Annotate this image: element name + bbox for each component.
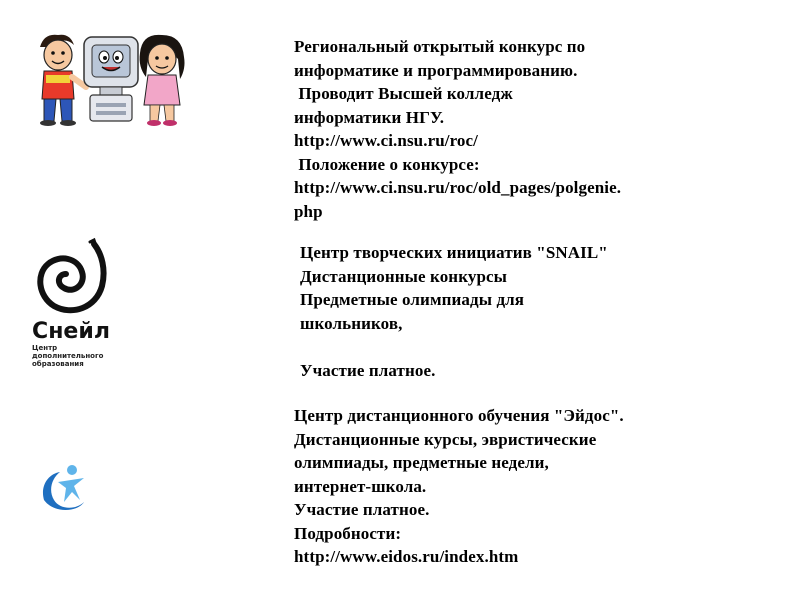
eidos-url: http://www.eidos.ru/index.htm xyxy=(294,547,519,566)
snail-blank-line xyxy=(300,335,608,359)
snail-paid-note: Участие платное. xyxy=(300,360,436,380)
roc-line: Проводит Высшей колледж xyxy=(294,84,513,103)
snail-logo-subtitle: Центр дополнительного образования xyxy=(32,344,104,368)
roc-regulations-url-end: php xyxy=(294,201,323,221)
computer-character-icon xyxy=(84,37,138,121)
roc-line: информатике и программированию. xyxy=(294,60,578,80)
roc-line: Положение о конкурсе: xyxy=(294,154,480,174)
snail-line: Предметные олимпиады для xyxy=(300,290,525,309)
snail-line: Дистанционные конкурсы xyxy=(300,266,508,286)
snail-line: Центр творческих инициатив "SNAIL" xyxy=(300,243,608,262)
eidos-logo xyxy=(38,460,94,516)
snail-spiral-icon xyxy=(40,240,103,310)
roc-url: http://www.ci.nsu.ru/roc/ xyxy=(294,131,479,150)
snail-center-description xyxy=(300,241,608,382)
roc-line: информатики НГУ. xyxy=(294,107,445,127)
snail-logo-wordmark: Снейл xyxy=(32,319,110,344)
eidos-paid-note: Участие платное. xyxy=(294,500,430,519)
eidos-figure-icon xyxy=(43,465,84,510)
roc-regulations-url: http://www.ci.nsu.ru/roc/old_pages/polgenie. xyxy=(294,178,622,197)
kids-computer-logo xyxy=(34,29,190,127)
roc-line: Региональный открытый конкурс по xyxy=(294,37,586,56)
eidos-line: интернет-школа. xyxy=(294,476,427,496)
eidos-details-label: Подробности: xyxy=(294,523,402,543)
eidos-line: Центр дистанционного обучения "Эйдос". xyxy=(294,406,624,425)
eidos-center-description xyxy=(294,404,624,569)
snail-logo xyxy=(32,236,110,378)
roc-contest-description xyxy=(294,35,621,223)
eidos-line: олимпиады, предметные недели, xyxy=(294,453,549,472)
eidos-line: Дистанционные курсы, эвристические xyxy=(294,429,597,449)
snail-line: школьников, xyxy=(300,313,403,333)
